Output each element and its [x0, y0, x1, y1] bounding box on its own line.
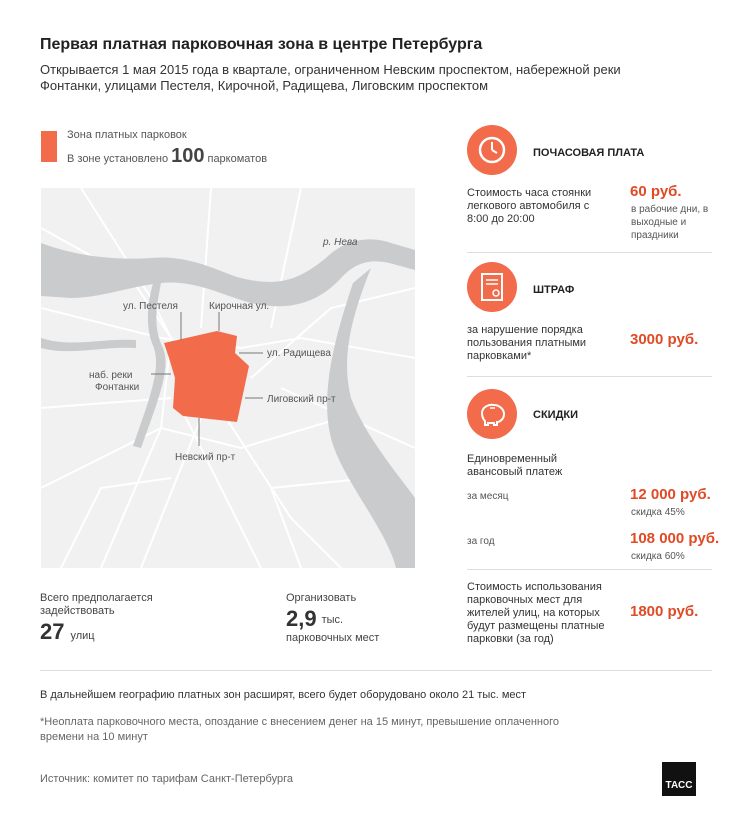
streets-unit: улиц	[70, 630, 95, 642]
month-price: 12 000 руб.	[630, 486, 711, 503]
map-label-fontanka-1: наб. реки	[89, 370, 133, 381]
meters-prefix: В зоне установлено	[67, 153, 169, 165]
hourly-desc: Стоимость часа стоянки легкового автомобиля с 8:00 до 20:00	[467, 187, 592, 225]
map-label-pestel: ул. Пестеля	[123, 301, 178, 312]
page-title: Первая платная парковочная зона в центре Петербурга	[40, 36, 483, 53]
month-label: за месяц	[467, 491, 509, 502]
fine-desc: за нарушение порядка пользования платными парковками*	[467, 324, 587, 362]
streets-stat	[40, 619, 95, 645]
future-expansion-text: В дальнейшем географию платных зон расширят, всего будет оборудовано около 21 тыс. мест	[40, 689, 527, 701]
meters-count: 100	[171, 145, 205, 167]
divider	[467, 252, 712, 253]
page-subtitle: Открывается 1 мая 2015 года в квартале, ограниченном Невским проспектом, набережной реки Фонтанки, улицами Пестеля, Кирочной, Радищева, Лиговским проспектом	[40, 62, 621, 93]
places-label: Организовать	[286, 592, 357, 604]
places-unit-1: тыс.	[321, 614, 344, 626]
tass-logo: ТАСС	[662, 762, 696, 796]
streets-label: Всего предполагается задействовать	[40, 592, 153, 617]
meters-suffix: паркоматов	[207, 153, 268, 165]
zone-map	[41, 188, 415, 568]
source-text: Источник: комитет по тарифам Санкт-Петербурга	[40, 773, 293, 785]
divider	[40, 670, 712, 671]
discounts-intro: Единовременный авансовый платеж	[467, 453, 563, 478]
hourly-price: 60 руб.	[630, 183, 682, 200]
map-label-fontanka-2: Фонтанки	[95, 382, 140, 393]
year-note: скидка 60%	[631, 551, 685, 562]
places-unit-2: парковочных мест	[286, 632, 380, 644]
month-note: скидка 45%	[631, 507, 685, 518]
fine-price: 3000 руб.	[630, 331, 699, 348]
hourly-note: в рабочие дни, в выходные и праздники	[631, 204, 709, 241]
zone-legend-label: Зона платных парковок	[67, 129, 187, 141]
meters-info	[67, 145, 267, 168]
map-label-kirochnaya: Кирочная ул.	[209, 301, 270, 312]
discounts-title: СКИДКИ	[533, 409, 579, 421]
places-number: 2,9	[286, 606, 317, 631]
resident-price: 1800 руб.	[630, 603, 699, 620]
footnote: *Неоплата парковочного места, опоздание с внесением денег на 15 минут, превышение оплаченного времени на 10 минут	[40, 716, 559, 743]
divider	[467, 376, 712, 377]
map-label-ligovsky: Лиговский пр-т	[267, 394, 336, 405]
hourly-title: ПОЧАСОВАЯ ПЛАТА	[533, 147, 645, 159]
ticket-icon	[467, 262, 517, 312]
piggy-bank-icon	[467, 389, 517, 439]
year-label: за год	[467, 536, 495, 547]
divider	[467, 569, 712, 570]
map-label-radishcheva: ул. Радищева	[267, 348, 331, 359]
places-stat	[286, 606, 343, 632]
clock-icon	[467, 125, 517, 175]
streets-number: 27	[40, 619, 65, 644]
map-label-neva: р. Нева	[323, 237, 358, 248]
fine-title: ШТРАФ	[533, 284, 575, 296]
map-label-nevsky: Невский пр-т	[175, 452, 236, 463]
resident-desc: Стоимость использования парковочных мест для жителей улиц, на которых будут размещены платные парковки (за год)	[467, 581, 605, 645]
year-price: 108 000 руб.	[630, 530, 720, 547]
zone-legend-swatch	[41, 131, 57, 162]
